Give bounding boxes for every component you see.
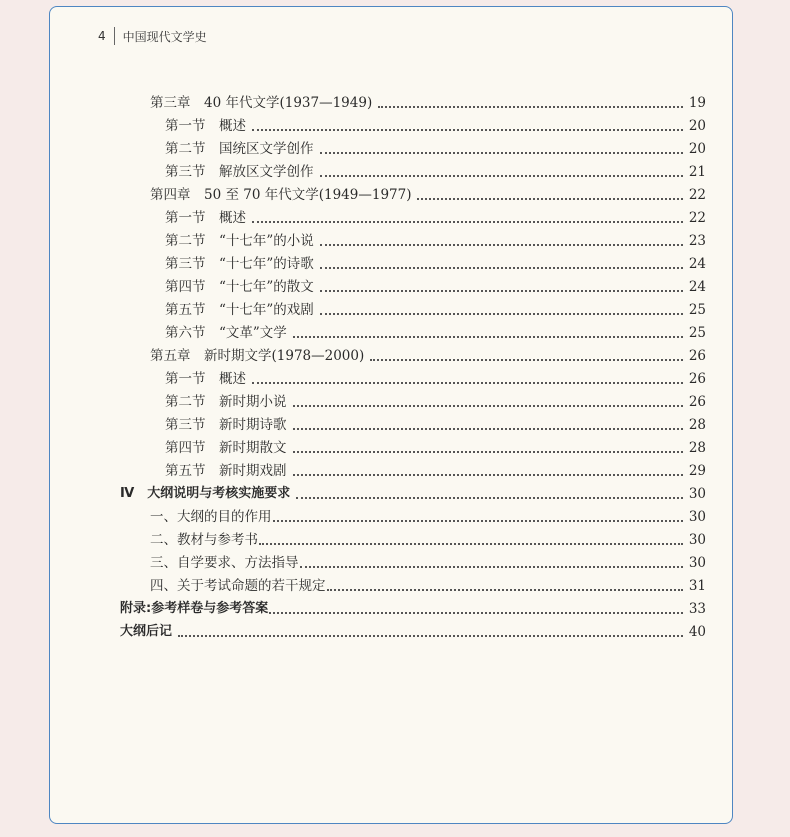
toc-entry[interactable] xyxy=(165,392,706,412)
toc-entry[interactable] xyxy=(165,461,706,481)
toc-entry[interactable] xyxy=(150,553,706,573)
toc-part-entry[interactable] xyxy=(120,484,706,504)
toc-page-number: 28 xyxy=(688,440,706,456)
toc-entry-title: 二、教材与参考书 xyxy=(150,532,258,548)
dot-leader xyxy=(378,106,683,108)
dot-leader xyxy=(296,497,683,499)
toc-entry-title: 大纲后记 xyxy=(120,624,173,639)
toc-entry-title: 第一节 概述 xyxy=(165,210,246,226)
toc-entry-title: 第四章 50 至 70 年代文学(1949—1977) xyxy=(150,187,412,203)
toc-entry[interactable] xyxy=(150,576,706,596)
toc-entry[interactable] xyxy=(150,93,706,113)
toc-page-number: 22 xyxy=(688,210,706,226)
dot-leader xyxy=(370,359,683,361)
toc-appendix-entry[interactable] xyxy=(120,599,706,619)
dot-leader xyxy=(293,428,683,430)
toc-entry[interactable] xyxy=(165,438,706,458)
toc-entry-title: 附录:参考样卷与参考答案 xyxy=(120,601,269,616)
toc-page-number: 23 xyxy=(688,233,706,249)
dot-leader xyxy=(320,244,683,246)
toc-entry-title: 第五章 新时期文学(1978—2000) xyxy=(150,348,365,364)
dot-leader xyxy=(252,382,683,384)
toc-entry[interactable] xyxy=(150,530,706,550)
toc-entry[interactable] xyxy=(165,139,706,159)
dot-leader xyxy=(178,635,683,637)
toc-entry-title: 第二节 “十七年”的小说 xyxy=(165,233,314,249)
toc-entry-title: 第五节 “十七年”的戏剧 xyxy=(165,302,314,318)
header-divider xyxy=(114,27,115,45)
dot-leader xyxy=(293,405,683,407)
dot-leader xyxy=(300,566,683,568)
dot-leader xyxy=(320,313,683,315)
toc-entry-title: Ⅳ 大纲说明与考核实施要求 xyxy=(120,486,291,501)
toc-entry[interactable] xyxy=(165,208,706,228)
toc-entry[interactable] xyxy=(165,277,706,297)
toc-page-number: 25 xyxy=(688,325,706,341)
dot-leader xyxy=(320,267,683,269)
dot-leader xyxy=(259,543,683,545)
toc-page-number: 19 xyxy=(688,95,706,111)
document-page xyxy=(49,6,733,824)
dot-leader xyxy=(417,198,682,200)
toc-page-number: 30 xyxy=(688,555,706,571)
toc-page-number: 33 xyxy=(688,601,706,617)
dot-leader xyxy=(320,175,683,177)
dot-leader xyxy=(293,474,683,476)
toc-page-number: 20 xyxy=(688,118,706,134)
toc-page-number: 40 xyxy=(688,624,706,640)
toc-page-number: 24 xyxy=(688,279,706,295)
toc-entry-title: 第四节 “十七年”的散文 xyxy=(165,279,314,295)
toc-page-number: 25 xyxy=(688,302,706,318)
toc-page-number: 31 xyxy=(688,578,706,594)
toc-entry-title: 第一节 概述 xyxy=(165,118,246,134)
toc-entry-title: 第二节 国统区文学创作 xyxy=(165,141,314,157)
dot-leader xyxy=(273,520,683,522)
toc-entry-title: 第三节 “十七年”的诗歌 xyxy=(165,256,314,272)
toc-entry-title: 第五节 新时期戏剧 xyxy=(165,463,287,479)
toc-page-number: 30 xyxy=(688,509,706,525)
toc-entry-title: 第一节 概述 xyxy=(165,371,246,387)
toc-page-number: 26 xyxy=(688,371,706,387)
toc-entry[interactable] xyxy=(165,369,706,389)
toc-entry-title: 第二节 新时期小说 xyxy=(165,394,287,410)
toc-entry-title: 第三节 新时期诗歌 xyxy=(165,417,287,433)
toc-entry-title: 第四节 新时期散文 xyxy=(165,440,287,456)
toc-page-number: 20 xyxy=(688,141,706,157)
toc-entry[interactable] xyxy=(165,300,706,320)
toc-entry[interactable] xyxy=(165,323,706,343)
toc-entry-title: 一、大纲的目的作用 xyxy=(150,509,272,525)
toc-entry-title: 第三节 解放区文学创作 xyxy=(165,164,314,180)
toc-entry-title: 第三章 40 年代文学(1937—1949) xyxy=(150,95,373,111)
running-head xyxy=(98,27,207,45)
toc-entry[interactable] xyxy=(150,507,706,527)
toc-entry[interactable] xyxy=(165,116,706,136)
dot-leader xyxy=(293,451,683,453)
toc-page-number: 30 xyxy=(688,486,706,502)
toc-page-number: 22 xyxy=(688,187,706,203)
toc-afterword-entry[interactable] xyxy=(120,622,706,642)
toc-page-number: 21 xyxy=(688,164,706,180)
toc-entry-title: 三、自学要求、方法指导 xyxy=(150,555,299,571)
toc-page-number: 30 xyxy=(688,532,706,548)
page-number: 4 xyxy=(98,29,106,43)
dot-leader xyxy=(252,129,683,131)
toc-entry[interactable] xyxy=(150,185,706,205)
book-title: 中国现代文学史 xyxy=(122,29,207,44)
dot-leader xyxy=(252,221,683,223)
toc-entry-title: 四、关于考试命题的若干规定 xyxy=(150,578,326,594)
toc-entry[interactable] xyxy=(165,231,706,251)
toc-page-number: 24 xyxy=(688,256,706,272)
toc-page-number: 29 xyxy=(688,463,706,479)
dot-leader xyxy=(320,290,683,292)
toc-entry[interactable] xyxy=(165,162,706,182)
dot-leader xyxy=(327,589,683,591)
toc-entry[interactable] xyxy=(165,415,706,435)
dot-leader xyxy=(269,612,683,614)
toc-page-number: 26 xyxy=(688,348,706,364)
toc-entry[interactable] xyxy=(165,254,706,274)
toc-page-number: 26 xyxy=(688,394,706,410)
dot-leader xyxy=(320,152,683,154)
toc-entry-title: 第六节 “文革”文学 xyxy=(165,325,287,341)
dot-leader xyxy=(293,336,683,338)
toc-page-number: 28 xyxy=(688,417,706,433)
toc-entry[interactable] xyxy=(150,346,706,366)
